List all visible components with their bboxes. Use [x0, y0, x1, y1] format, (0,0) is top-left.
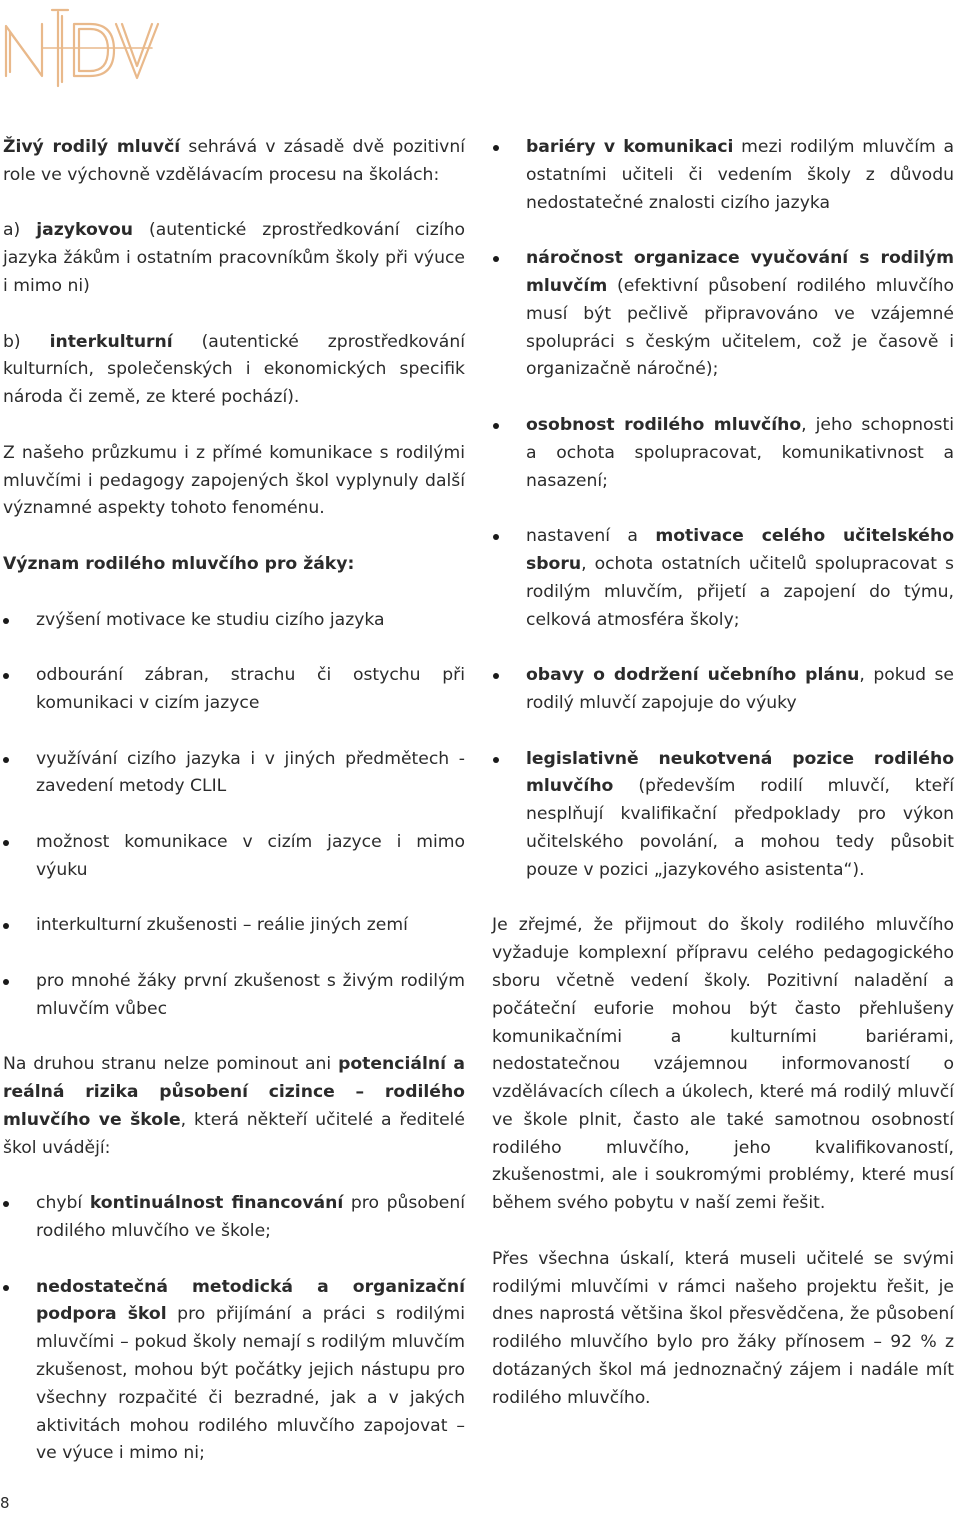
bullet-icon — [3, 840, 9, 846]
bullet-icon — [493, 534, 499, 540]
benefits-heading: Význam rodilého mluvčího pro žáky: — [3, 553, 355, 574]
list-item: interkulturní zkušenosti – reálie jiných zemí — [3, 912, 465, 940]
bullet-icon — [3, 979, 9, 985]
bullet-icon — [3, 757, 9, 763]
list-item: využívání cizího jazyka i v jiných předmětech - zavedení metody CLIL — [3, 746, 465, 802]
bullet-icon — [3, 923, 9, 929]
bullet-icon — [3, 618, 9, 624]
page-number: 8 — [0, 1494, 10, 1512]
nidv-logo — [2, 2, 162, 94]
benefits-list — [3, 607, 465, 1024]
list-item: náročnost organizace vyučování s rodilým mluvčím (efektivní působení rodilého mluvčího musí být pečlivě připravováno ve vzájemné spolupráci s českým učitelem, což je časově i organizačně náročné); — [492, 245, 954, 384]
list-item: zvýšení motivace ke studiu cizího jazyka — [3, 607, 465, 635]
list-item: nedostatečná metodická a organizační podpora škol pro přijímání a práci s rodilými mluvčími – pokud školy nemají s rodilým mluvčím zkušenost, mohou být počátky jejich nástupu pro všechny rozpačité či bezradné, jak a v jakých aktivitách mohou rodilého mluvčího zapojovat – ve výuce i mimo ni; — [3, 1274, 465, 1469]
list-item: chybí kontinuálnost financování pro působení rodilého mluvčího ve škole; — [3, 1190, 465, 1246]
conclusion-paragraph-1: Je zřejmé, že přijmout do školy rodilého mluvčího vyžaduje komplexní přípravu celého pedagogického sboru včetně vedení školy. Pozitivní naladění a počáteční euforie mohou být často přehlušeny komunikačními a kulturními bariérami, nedostatečnou vzájemnou informovaností o vzdělávacích cílech a úkolech, které má rodilý mluvčí ve škole plnit, často ale také samotnou osobností rodilého mluvčího, jeho kvalifikovaností, zkušenostmi, ale i soukromými problémy, které musí během svého pobytu v naší zemi řešit. — [492, 915, 954, 1214]
survey-paragraph: Z našeho průzkumu i z přímé komunikace s rodilými mluvčími i pedagogy zapojených škol vyplynuly další významné aspekty tohoto fenoménu. — [3, 442, 465, 519]
list-item: odbourání zábran, strachu či ostychu při komunikaci v cizím jazyce — [3, 662, 465, 718]
bullet-icon — [493, 757, 499, 763]
risks-intro: Na druhou stranu nelze pominout ani potenciální a reálná rizika působení cizince – rodilého mluvčího ve škole, která někteří učitelé a ředitelé škol uvádějí: — [3, 1054, 465, 1158]
bullet-icon — [493, 423, 499, 429]
bullet-icon — [493, 673, 499, 679]
bullet-icon — [493, 256, 499, 262]
list-item: pro mnohé žáky první zkušenost s živým rodilým mluvčím vůbec — [3, 968, 465, 1024]
right-column — [492, 134, 954, 1413]
list-item: legislativně neukotvená pozice rodilého mluvčího (především rodilí mluvčí, kteří nesplňují kvalifikační předpoklady pro výkon učitelského povolání, a mohou tedy působit pouze v pozici „jazykového asistenta“). — [492, 746, 954, 885]
list-item: osobnost rodilého mluvčího, jeho schopnosti a ochota spolupracovat, komunikativnost a nasazení; — [492, 412, 954, 495]
role-intercultural: b) interkulturní (autentické zprostředkování kulturních, společenských i ekonomických specifik národa či země, ze které pochází). — [3, 331, 465, 408]
list-item: možnost komunikace v cizím jazyce i mimo výuku — [3, 829, 465, 885]
list-item: nastavení a motivace celého učitelského sboru, ochota ostatních učitelů spolupracovat s rodilým mluvčím, přijetí a zapojení do týmu, celková atmosféra školy; — [492, 523, 954, 634]
left-column — [3, 134, 465, 1468]
conclusion-paragraph-2: Přes všechna úskalí, která museli učitelé se svými rodilými mluvčími v rámci našeho projektu řešit, je dnes naprostá většina škol přesvědčena, že působení rodilého mluvčího bylo pro žáky přínosem – 92 % z dotázaných škol má jednoznačný zájem i nadále mít rodilého mluvčího. — [492, 1248, 954, 1408]
risks-list-right — [492, 134, 954, 885]
intro-paragraph: Živý rodilý mluvčí sehrává v zásadě dvě pozitivní role ve výchovně vzdělávacím procesu na školách: — [3, 137, 465, 185]
bullet-icon — [493, 145, 499, 151]
list-item: obavy o dodržení učebního plánu, pokud se rodilý mluvčí zapojuje do výuky — [492, 662, 954, 718]
bullet-icon — [3, 673, 9, 679]
list-item: bariéry v komunikaci mezi rodilým mluvčím a ostatními učiteli či vedením školy z důvodu nedostatečné znalosti cizího jazyka — [492, 134, 954, 217]
bullet-icon — [3, 1285, 9, 1291]
role-language: a) jazykovou (autentické zprostředkování cizího jazyka žákům i ostatním pracovníkům školy při výuce i mimo ni) — [3, 220, 465, 296]
risks-list-left — [3, 1190, 465, 1468]
bullet-icon — [3, 1201, 9, 1207]
